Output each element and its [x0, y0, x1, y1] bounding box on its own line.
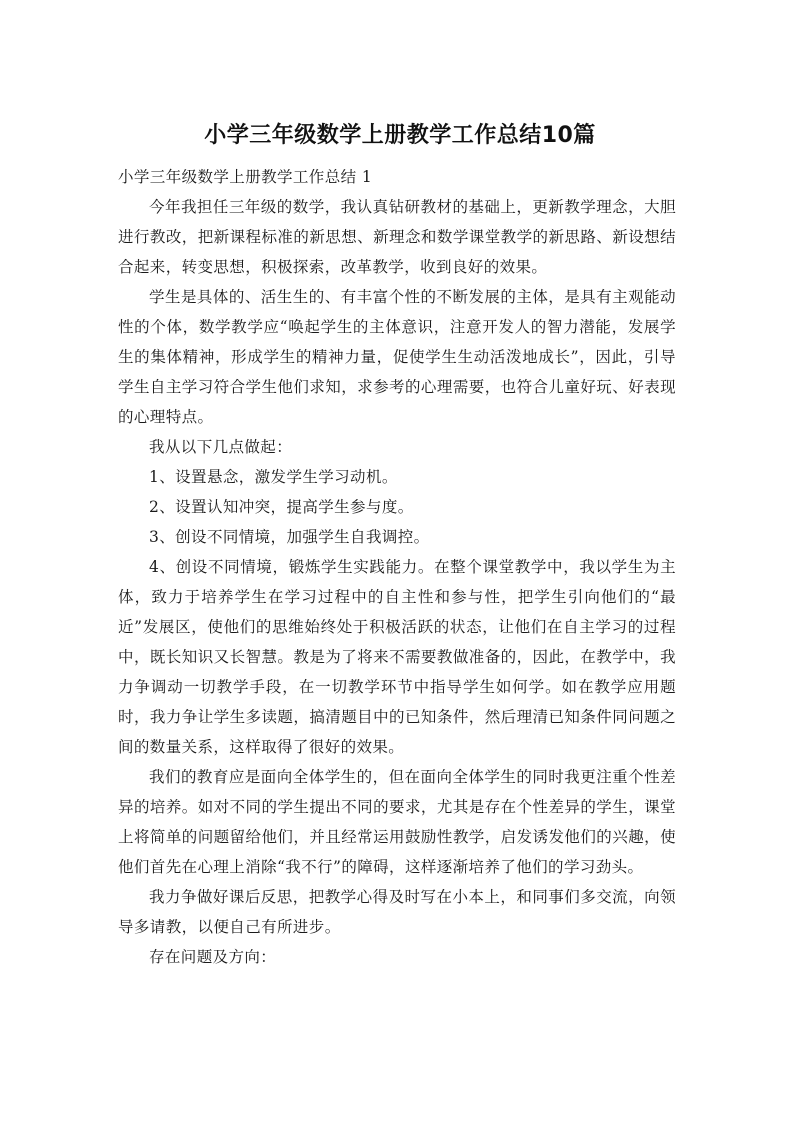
section-heading: 小学三年级数学上册教学工作总结 1	[118, 168, 373, 186]
paragraph-problems-heading: 存在问题及方向：	[149, 948, 277, 966]
list-item-point-4: 4、创设不同情境，锻炼学生实践能力。在整个课堂教学中，我以学生为主体，致力于培养学生在学习过程中的自主性和参与性，把学生引向他们的“最近”发展区，使他们的思维始终处于积极活跃的状态，让他们在自主学习的过程中，既长知识又长智慧。教是为了将来不需要教做准备的，因此，在教学中，我力争调动一切教学手段，在一切教学环节中指导学生如何学。如在教学应用题时，我力争让学生多读题，搞清题目中的已知条件，然后理清已知条件同问题之间的数量关系，这样取得了很好的效果。	[118, 558, 676, 756]
paragraph-intro: 今年我担任三年级的数学，我认真钻研教材的基础上，更新教学理念，大胆进行教改，把新课程标准的新思想、新理念和数学课堂教学的新思路、新设想结合起来，转变思想，积极探索，改革教学，收到良好的效果。	[118, 198, 676, 276]
paragraph-individual-differences: 我们的教育应是面向全体学生的，但在面向全体学生的同时我更注重个性差异的培养。如对不同的学生提出不同的要求，尤其是存在个性差异的学生，课堂上将简单的问题留给他们，并且经常运用鼓励性教学，启发诱发他们的兴趣，使他们首先在心理上消除“我不行”的障碍，这样逐渐培养了他们的学习劲头。	[118, 768, 676, 876]
list-item-point-2: 2、设置认知冲突，提高学生参与度。	[149, 498, 414, 516]
paragraph-reflection: 我力争做好课后反思，把教学心得及时写在小本上，和同事们多交流，向领导多请教，以便自己有所进步。	[118, 888, 676, 936]
paragraph-student-subject: 学生是具体的、活生生的、有丰富个性的不断发展的主体，是具有主观能动性的个体，数学教学应“唤起学生的主体意识，注意开发人的智力潜能，发展学生的集体精神，形成学生的精神力量，促使学生生动活泼地成长”，因此，引导学生自主学习符合学生他们求知，求参考的心理需要，也符合儿童好玩、好表现的心理特点。	[118, 288, 676, 426]
document-body	[118, 162, 676, 972]
paragraph-points-intro: 我从以下几点做起：	[149, 438, 293, 456]
list-item-point-3: 3、创设不同情境，加强学生自我调控。	[149, 528, 430, 546]
list-item-point-1: 1、设置悬念，激发学生学习动机。	[149, 468, 398, 486]
document-title: 小学三年级数学上册教学工作总结10篇	[204, 123, 596, 148]
